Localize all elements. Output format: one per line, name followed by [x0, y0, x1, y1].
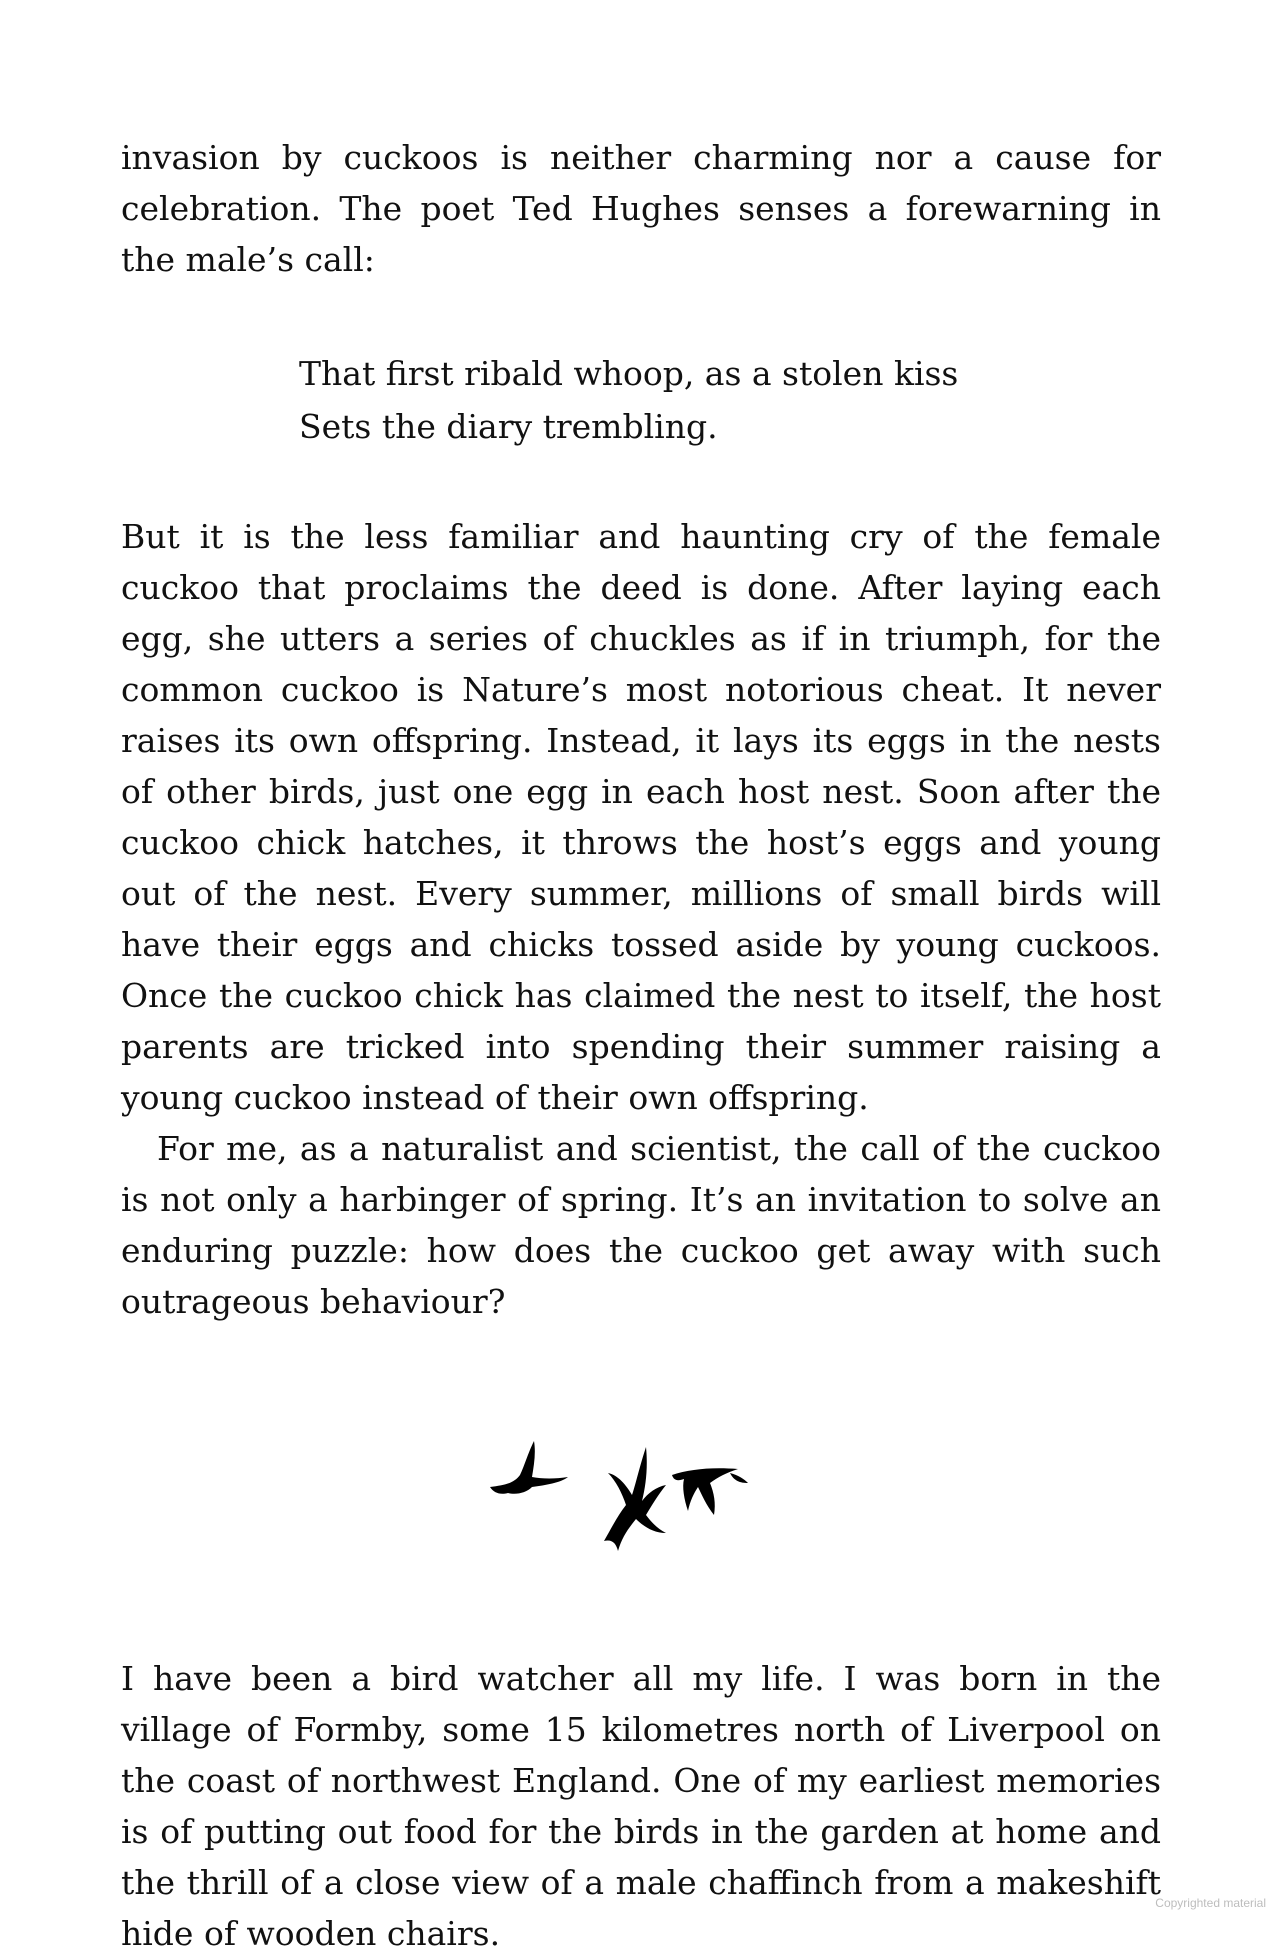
paragraph-invasion: invasion by cuckoos is neither charming nor a cause for celebration. The poet Ted Hughes senses a forewarning in the male’s call: [121, 138, 1161, 279]
paragraph-formby: I have been a bird watcher all my life. I was born in the village of Formby, some 15 kilometres north of Liverpool on the coast of northwest England. One of my earliest memories is of putting out food for the birds in the garden at home and the thrill of a close view of a male chaffinch from a makeshift hide of wooden chairs. [121, 1659, 1161, 1953]
poem-line-1: That first ribald whoop, as a stolen kiss [299, 354, 959, 393]
section-break [121, 1423, 1161, 1583]
paragraph-naturalist: For me, as a naturalist and scientist, the call of the cuckoo is not only a harbinger of spring. It’s an invitation to solve an enduring puzzle: how does the cuckoo get away with such outrageous behaviour? [121, 1129, 1161, 1321]
poem-quote [299, 347, 1161, 453]
copyright-watermark: Copyrighted material [1155, 1896, 1266, 1910]
paragraph-cheat: But it is the less familiar and haunting cry of the female cuckoo that proclaims the deed is done. After laying each egg, she utters a series of chuckles as if in triumph, for the common cuckoo is Nature’s most notorious cheat. It never raises its own offspring. Instead, it lays its eggs in the nests of other birds, just one egg in each host nest. Soon after the cuckoo chick hatches, it throws the host’s eggs and young out of the nest. Every summer, millions of small birds will have their eggs and chicks tossed aside by young cuckoos. Once the cuckoo chick has claimed the nest to itself, the host parents are tricked into spending their summer raising a young cuckoo instead of their own offspring. [121, 517, 1161, 1117]
page-body [121, 132, 1161, 1959]
flying-birds-ornament-icon [476, 1423, 786, 1583]
poem-line-2: Sets the diary trembling. [299, 407, 718, 446]
